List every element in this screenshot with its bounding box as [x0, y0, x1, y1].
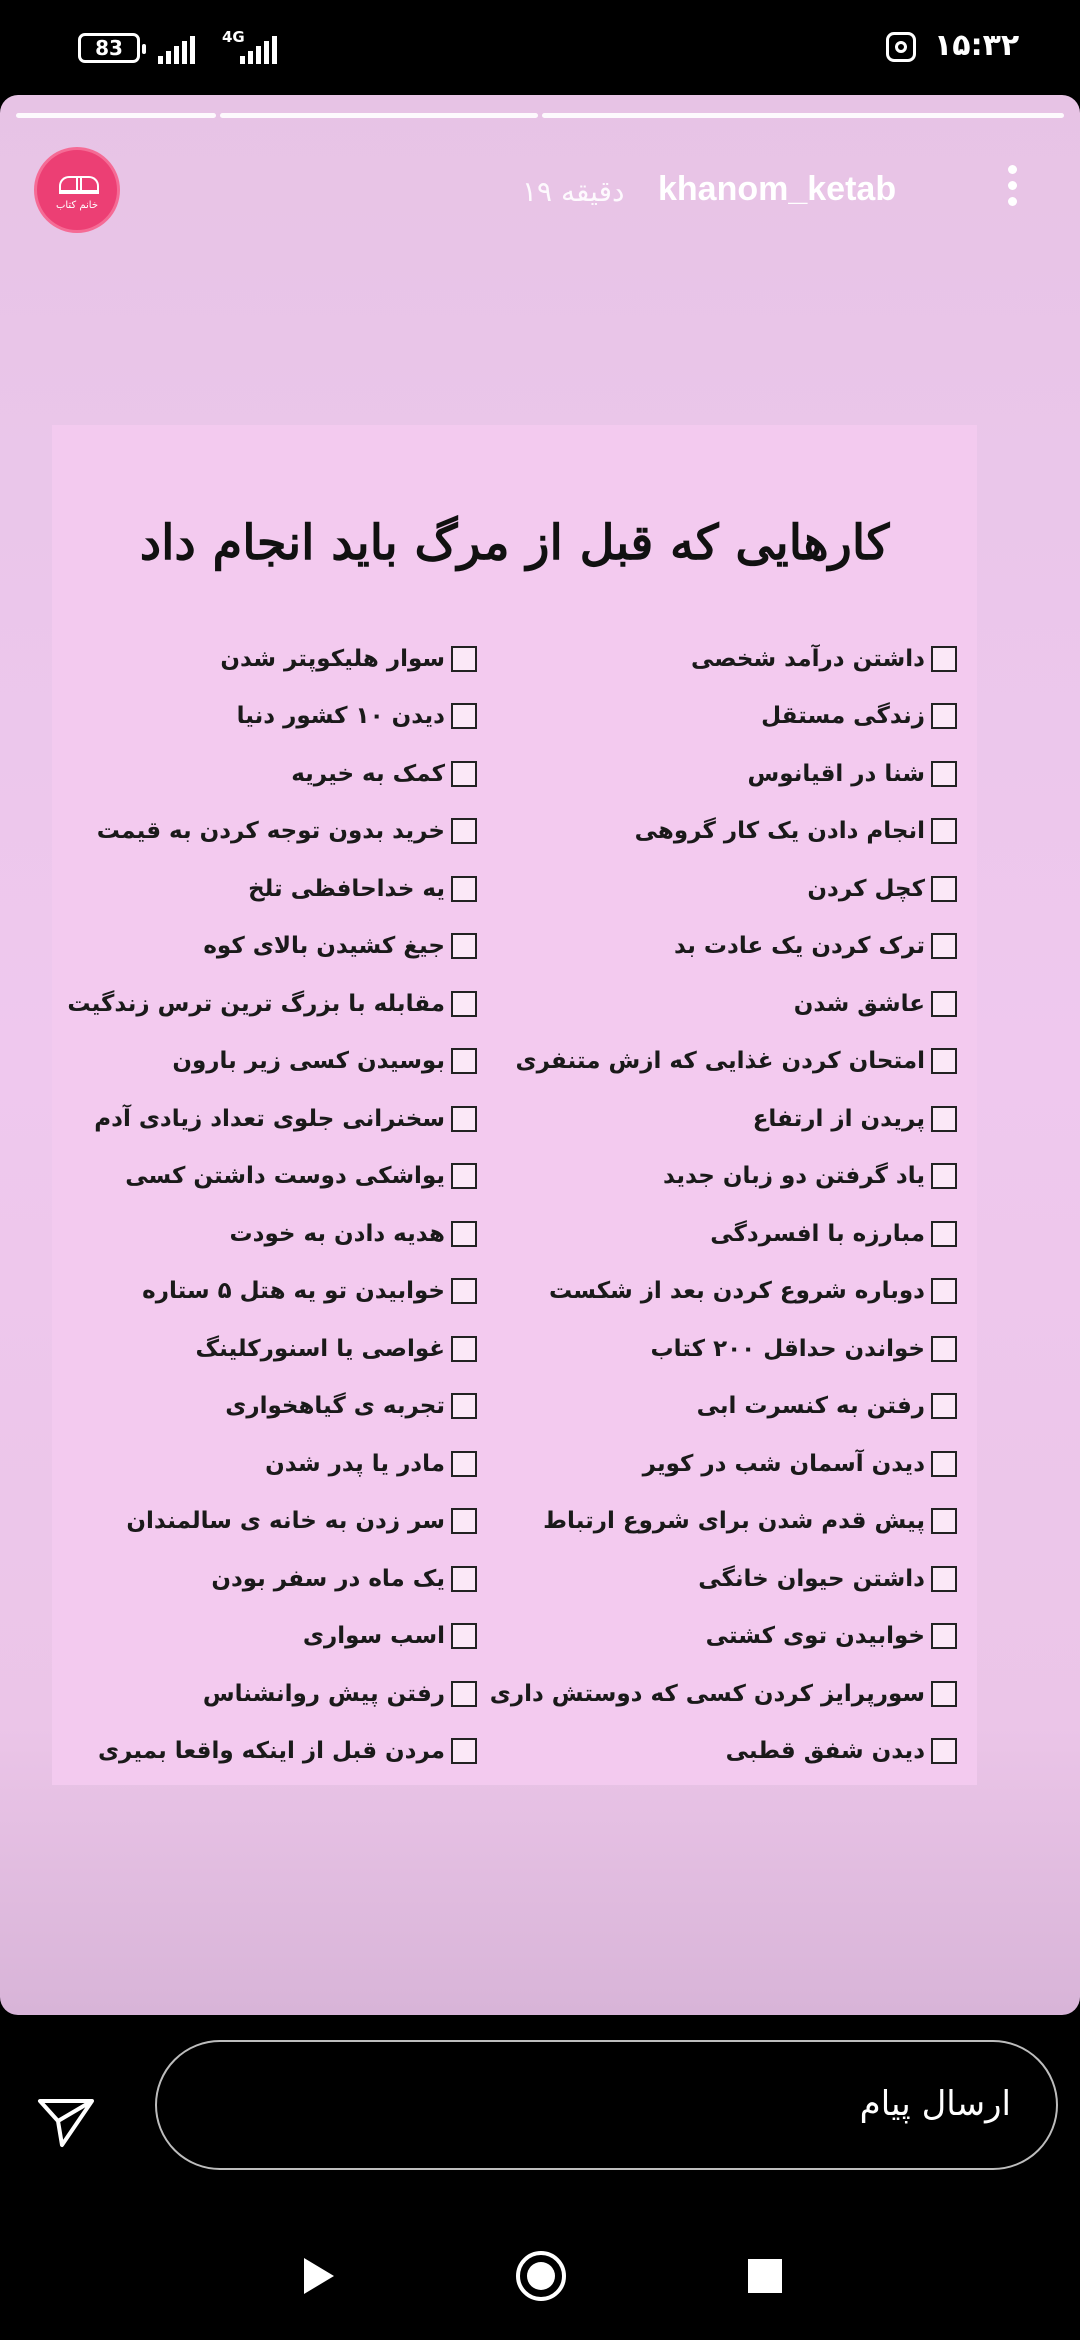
- checklist-item-label: داشتن حیوان خانگی: [698, 1565, 925, 1592]
- checkbox: [451, 703, 477, 729]
- checkbox: [451, 991, 477, 1017]
- checklist-item: [492, 975, 957, 1033]
- checkbox: [931, 1336, 957, 1362]
- checklist-item-label: کمک به خیریه: [291, 760, 445, 787]
- checklist-item: [57, 803, 477, 861]
- checklist-item: [57, 1148, 477, 1206]
- checklist-item-label: مردن قبل از اینکه واقعا بمیری: [97, 1738, 445, 1765]
- signal-4g-icon: [240, 34, 277, 64]
- checklist-item-label: یه خداحافظی تلخ: [248, 875, 445, 902]
- story-progress-segment: [16, 113, 216, 118]
- checklist-item-label: رفتن پیش روانشناس: [202, 1680, 445, 1707]
- page-title: کارهایی که قبل از مرگ باید انجام داد: [139, 515, 890, 571]
- checklist-item: [492, 1493, 957, 1551]
- checklist-item: [57, 1435, 477, 1493]
- checkbox: [931, 1106, 957, 1132]
- checkbox: [451, 1278, 477, 1304]
- checklist-item: [492, 1090, 957, 1148]
- checklist-item-label: جیغ کشیدن بالای کوه: [203, 933, 445, 960]
- checklist-item-label: زندگی مستقل: [761, 703, 925, 730]
- post-time: ۱۹ دقیقه: [522, 175, 625, 208]
- checklist-item: [492, 803, 957, 861]
- checkbox: [931, 1221, 957, 1247]
- checklist-item-label: یاد گرفتن دو زبان جدید: [663, 1163, 925, 1190]
- checklist-item-label: مقابله با بزرگ ترین ترس زندگیت: [67, 990, 445, 1017]
- checkbox: [931, 761, 957, 787]
- checkbox: [931, 1566, 957, 1592]
- checkbox: [451, 818, 477, 844]
- checkbox: [451, 933, 477, 959]
- username[interactable]: khanom_ketab: [658, 170, 897, 208]
- checklist-item: [492, 1378, 957, 1436]
- checklist-item-label: مبارزه با افسردگی: [710, 1220, 925, 1247]
- checkbox: [931, 1048, 957, 1074]
- checklist-item: [492, 1608, 957, 1666]
- checkbox: [451, 1106, 477, 1132]
- checklist-item-label: خرید بدون توجه کردن به قیمت: [96, 818, 445, 845]
- checklist-item: [492, 1320, 957, 1378]
- checklist-item-label: تجربه ی گیاهخواری: [225, 1393, 445, 1420]
- checkbox: [931, 1623, 957, 1649]
- checkbox: [931, 1738, 957, 1764]
- message-input[interactable]: [155, 2040, 1058, 2170]
- network-label: 4G: [222, 28, 245, 46]
- checkbox: [451, 1738, 477, 1764]
- checklist-item-label: دوباره شروع کردن بعد از شکست: [548, 1278, 925, 1305]
- checklist-item: [57, 1378, 477, 1436]
- back-icon[interactable]: [304, 2258, 334, 2294]
- recent-apps-icon[interactable]: [748, 2259, 782, 2293]
- checklist-item-label: مادر یا پدر شدن: [265, 1450, 445, 1477]
- checklist-item-label: سوار هلیکوپتر شدن: [220, 645, 445, 672]
- checklist-item: [492, 1550, 957, 1608]
- checklist-item-label: خوابیدن تو یه هتل ۵ ستاره: [142, 1278, 445, 1305]
- checklist-item-label: سخنرانی جلوی تعداد زیادی آدم: [94, 1105, 445, 1132]
- book-icon: [59, 176, 99, 194]
- checklist-item-label: دیدن شفق قطبی: [725, 1738, 925, 1765]
- more-options-icon[interactable]: [1006, 165, 1018, 215]
- checkbox: [931, 1681, 957, 1707]
- battery-icon: [78, 33, 140, 63]
- checklist-item: [57, 1608, 477, 1666]
- checklist-item: [492, 1263, 957, 1321]
- send-icon[interactable]: [36, 2095, 96, 2150]
- checklist-item-label: دیدن آسمان شب در کویر: [642, 1450, 925, 1477]
- checklist-item: [492, 630, 957, 688]
- checklist-item-label: عاشق شدن: [793, 990, 925, 1017]
- checklist-item: [57, 1090, 477, 1148]
- checklist-left-column: [57, 630, 477, 1780]
- story-image: [52, 425, 977, 1785]
- checklist-right-column: [489, 630, 957, 1780]
- checkbox: [931, 991, 957, 1017]
- battery-level: 83: [95, 36, 123, 60]
- checkbox: [451, 876, 477, 902]
- checkbox: [451, 1451, 477, 1477]
- checklist-item-label: شنا در اقیانوس: [747, 760, 925, 787]
- checklist-item-label: خوابیدن توی کشتی: [705, 1623, 925, 1650]
- checklist-item-label: یواشکی دوست داشتن کسی: [125, 1163, 445, 1190]
- checkbox: [931, 1393, 957, 1419]
- checklist-item-label: هدیه دادن به خودت: [229, 1220, 445, 1247]
- checklist-item: [57, 860, 477, 918]
- story-progress-segment: [542, 113, 1064, 118]
- home-icon[interactable]: [516, 2251, 566, 2301]
- story-progress-segment: [220, 113, 538, 118]
- checkbox: [931, 646, 957, 672]
- story-viewer[interactable]: [0, 95, 1080, 2015]
- checklist-item: [492, 1205, 957, 1263]
- checkbox: [931, 1278, 957, 1304]
- checklist-item: [57, 745, 477, 803]
- checkbox: [931, 1451, 957, 1477]
- checkbox: [931, 933, 957, 959]
- checklist-item-label: یک ماه در سفر بودن: [211, 1565, 445, 1592]
- checklist-item-label: غواصی یا اسنورکلینگ: [195, 1335, 445, 1362]
- checkbox: [931, 1163, 957, 1189]
- avatar-label: خانم کتاب: [55, 200, 99, 211]
- checklist-item: [57, 1263, 477, 1321]
- checkbox: [931, 876, 957, 902]
- checklist-item: [57, 1033, 477, 1091]
- checkbox: [451, 1163, 477, 1189]
- checklist-item-label: رفتن به کنسرت ابی: [696, 1393, 925, 1420]
- checklist-item: [57, 1550, 477, 1608]
- checklist-item-label: کچل کردن: [807, 875, 925, 902]
- checklist-item: [492, 1723, 957, 1781]
- checklist-item: [492, 1148, 957, 1206]
- checklist-item-label: خواندن حداقل ۲۰۰ کتاب: [650, 1335, 925, 1362]
- checkbox: [451, 646, 477, 672]
- clock: ۱۵:۳۲: [934, 28, 1020, 63]
- checkbox: [931, 818, 957, 844]
- checklist-item-label: ترک کردن یک عادت بد: [673, 933, 925, 960]
- checklist-item-label: سر زدن به خانه ی سالمندان: [126, 1508, 445, 1535]
- checkbox: [451, 1623, 477, 1649]
- checklist-item-label: اسب سواری: [302, 1623, 445, 1650]
- checklist-item: [492, 918, 957, 976]
- checklist-item: [492, 688, 957, 746]
- checklist-item: [57, 975, 477, 1033]
- checklist-item: [492, 1033, 957, 1091]
- checklist-item: [57, 1205, 477, 1263]
- checkbox: [931, 703, 957, 729]
- checkbox: [451, 1508, 477, 1534]
- instagram-notification-icon: [886, 32, 916, 62]
- checklist-item: [492, 745, 957, 803]
- checklist-item-label: پیش قدم شدن برای شروع ارتباط: [543, 1508, 925, 1535]
- bottom-bar: [0, 2015, 1080, 2340]
- checkbox: [451, 761, 477, 787]
- checklist-item-label: دیدن ۱۰ کشور دنیا: [236, 703, 445, 730]
- checklist-item: [57, 918, 477, 976]
- checkbox: [451, 1393, 477, 1419]
- checkbox: [451, 1221, 477, 1247]
- checkbox: [451, 1336, 477, 1362]
- checklist-item-label: بوسیدن کسی زیر بارون: [172, 1048, 445, 1075]
- signal-icon: [158, 34, 195, 64]
- checklist-item: [57, 630, 477, 688]
- checklist-item-label: انجام دادن یک کار گروهی: [634, 818, 925, 845]
- checklist-item: [492, 860, 957, 918]
- checklist-item: [57, 1665, 477, 1723]
- checklist-item: [57, 688, 477, 746]
- checkbox: [931, 1508, 957, 1534]
- status-bar: [0, 0, 1080, 95]
- checklist-item-label: امتحان کردن غذایی که ازش متنفری: [515, 1048, 925, 1075]
- checklist-item-label: داشتن درآمد شخصی: [691, 645, 925, 672]
- checklist-item: [489, 1665, 957, 1723]
- checklist-item: [57, 1320, 477, 1378]
- checklist-item-label: پریدن از ارتفاع: [752, 1105, 925, 1132]
- checkbox: [451, 1048, 477, 1074]
- checklist-item: [57, 1493, 477, 1551]
- message-placeholder: ارسال پیام: [859, 2084, 1011, 2124]
- checklist-item-label: سورپرایز کردن کسی که دوستش داری: [489, 1680, 925, 1707]
- checklist-item: [492, 1435, 957, 1493]
- checklist-item: [57, 1723, 477, 1781]
- checkbox: [451, 1681, 477, 1707]
- checkbox: [451, 1566, 477, 1592]
- avatar[interactable]: [34, 147, 120, 233]
